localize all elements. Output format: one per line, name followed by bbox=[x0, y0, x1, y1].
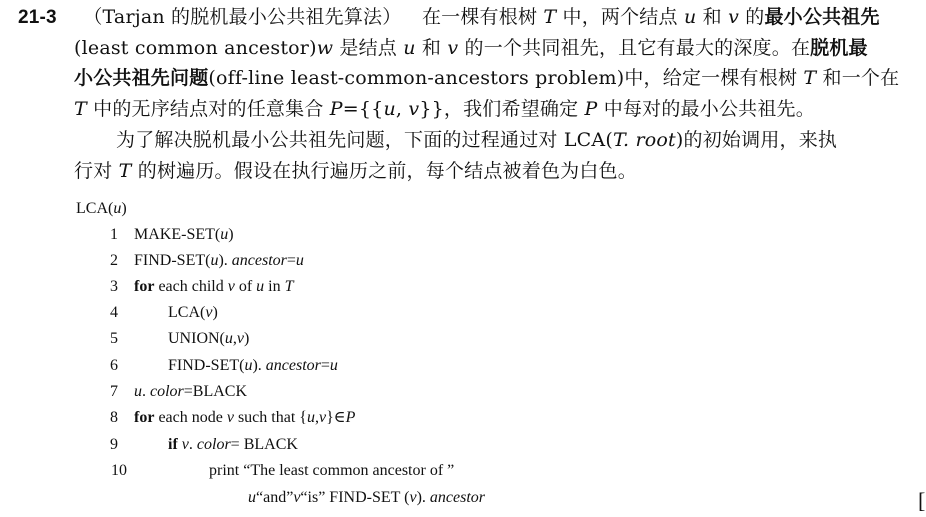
text: 中，两个结点 bbox=[556, 6, 684, 28]
term-lca: 最小公共祖先 bbox=[764, 6, 880, 28]
var-T: T bbox=[74, 98, 87, 120]
text: }}，我们希望确定 bbox=[419, 98, 585, 120]
var-u: u bbox=[683, 6, 697, 28]
text: 中每对的最小公共祖先。 bbox=[597, 98, 815, 120]
problem-line-3 bbox=[74, 65, 899, 91]
text: 在一棵有根树 bbox=[421, 6, 544, 28]
var-P: P bbox=[329, 98, 343, 120]
problem-number: 21-3 bbox=[18, 7, 57, 28]
code-header: LCA(u) bbox=[76, 200, 127, 217]
text: ={{ bbox=[342, 98, 384, 120]
problem-line-1 bbox=[18, 4, 880, 31]
term-offline-2: 小公共祖先问题 bbox=[74, 67, 209, 89]
var-v: v bbox=[408, 98, 420, 120]
var-T: T bbox=[118, 160, 132, 182]
text: 的树遍历。假设在执行遍历之前，每个结点被着色为白色。 bbox=[131, 160, 637, 182]
text: 中的无序结点对的任意集合 bbox=[86, 98, 330, 120]
text: (off-line least-common-ancestors problem)中，给定一棵有根树 bbox=[208, 67, 804, 89]
text: 行对 bbox=[74, 160, 119, 182]
paragraph2-line-2 bbox=[74, 158, 637, 184]
var-u: u bbox=[403, 37, 416, 59]
textbook-page: 21-3 （Tarjan 的脱机最小公共祖先算法） 在一棵有根树 T 中，两个结点 u 和 v 的最小公共祖先 (least common ancestor)w 是结点 u 和 v 的一个共同祖先，且它有最大的深度。在脱机最 小公共祖先问题(off-line least-common-ancestors problem)中，给定一棵有根树 T 和一个在 T 中的无序结点对的任意集合 P={{u, v}}，我们希望确定 P 中每对的最小公共祖先。 为了解决脱机最小公共祖先问题，下面的过程通过对 LCA(T. root)的初始调用，来执 行对 T 的树遍历。假设在执行遍历之前，每个结点被着色为白色。 LCA(u) 1 MAKE-SET(u) 2 FIND-SET(u). ancestor=u 3 for each child v of u in T 4 LCA(v) 5 UNION(u,v) 6 FIND-SET(u). ancestor=u 7 u. color=BLACK 8 for each node v such that {u,v}∈P 9 if v. color= BLACK 10 print “The least common ancestor of ” u“and”v“is” FIND-SET (v). ancestor [ bbox=[18, 6, 926, 513]
text: 和 bbox=[415, 37, 448, 59]
text: 为了解决脱机最小公共祖先问题，下面的过程通过对 LCA( bbox=[116, 129, 613, 151]
var-v: v bbox=[447, 37, 459, 59]
text: , bbox=[395, 98, 409, 120]
text: 的一个共同祖先，且它有最大的深度。在 bbox=[458, 37, 811, 59]
paragraph2-line-1 bbox=[116, 127, 837, 153]
text: )的初始调用，来执 bbox=[675, 129, 838, 151]
var-w: w bbox=[316, 37, 334, 59]
text: (least common ancestor) bbox=[74, 37, 317, 59]
problem-line-2 bbox=[74, 35, 868, 61]
text: 的 bbox=[739, 6, 765, 28]
var-v: v bbox=[728, 6, 740, 28]
margin-bracket: [ bbox=[918, 488, 926, 513]
text: 和 bbox=[696, 6, 729, 28]
term-offline: 脱机最 bbox=[810, 37, 868, 59]
text: 和一个在 bbox=[816, 67, 900, 89]
text: 是结点 bbox=[333, 37, 404, 59]
var-T: T bbox=[803, 67, 817, 89]
problem-title: （Tarjan 的脱机最小公共祖先算法） bbox=[83, 6, 402, 28]
var-troot: T. root bbox=[612, 129, 676, 151]
problem-line-4 bbox=[74, 96, 815, 122]
var-P: P bbox=[584, 98, 598, 120]
var-T: T bbox=[543, 6, 557, 28]
var-u: u bbox=[383, 98, 396, 120]
